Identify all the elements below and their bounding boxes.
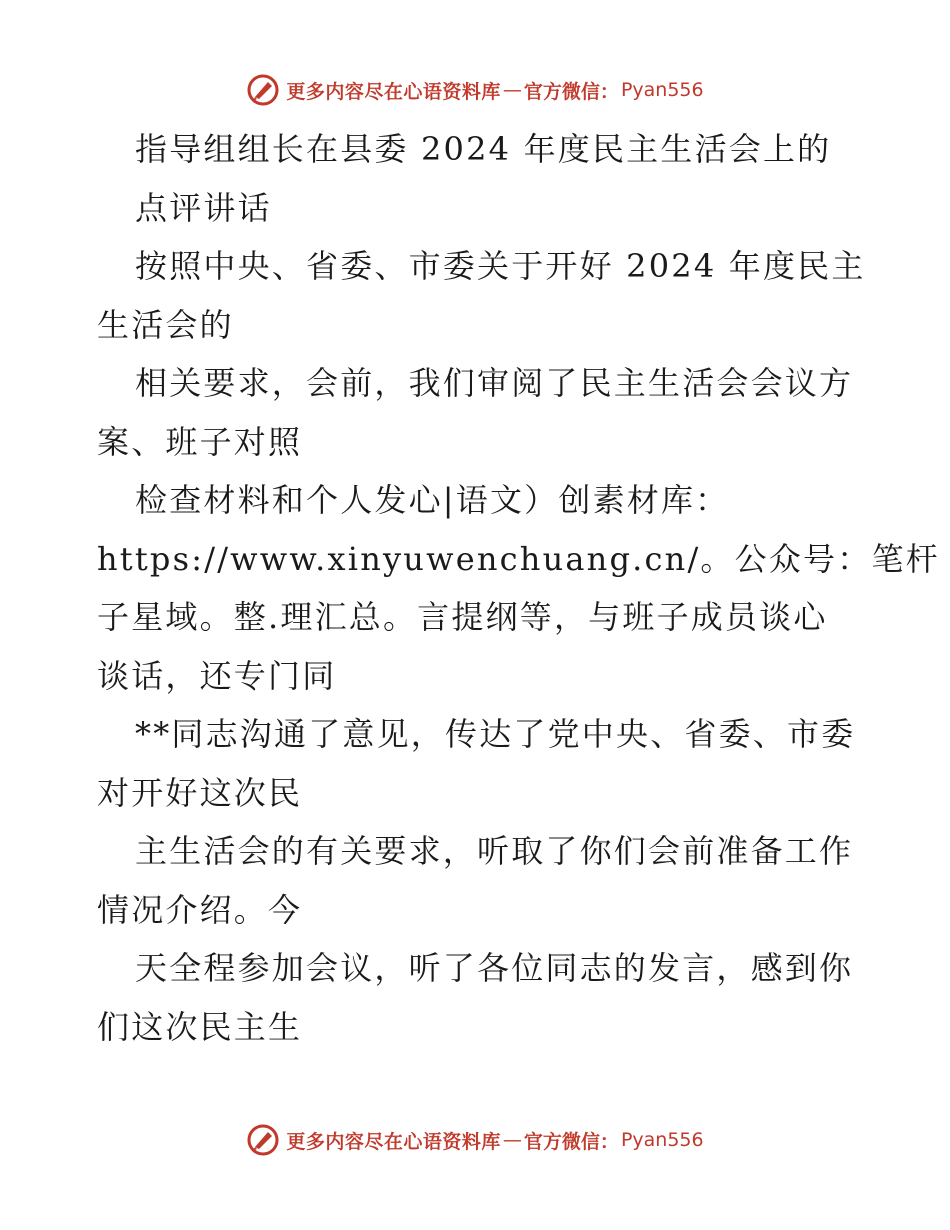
banner-separator: — bbox=[502, 79, 522, 101]
text-line: 情况介绍。今 bbox=[97, 890, 303, 929]
text-line: 对开好这次民 bbox=[97, 773, 303, 812]
text-line: 主生活会的有关要求，听取了你们会前准备工作 bbox=[135, 832, 854, 870]
footer-banner bbox=[0, 1120, 950, 1160]
brand-logo-icon bbox=[246, 73, 280, 107]
banner-wechat-id: Pyan556 bbox=[620, 1129, 704, 1151]
text-line: 检查材料和个人发心|语文）创素材库： bbox=[135, 481, 730, 519]
brand-logo-icon bbox=[246, 1123, 280, 1157]
banner-wechat-label: 官方微信： bbox=[523, 1130, 619, 1153]
banner-wechat-label: 官方微信： bbox=[523, 80, 619, 103]
text-line: 谈话，还专门同 bbox=[97, 656, 337, 695]
text-line: **同志沟通了意见，传达了党中央、省委、市委 bbox=[135, 715, 856, 753]
text-line: 们这次民主生 bbox=[97, 1007, 303, 1046]
banner-wechat-id: Pyan556 bbox=[620, 79, 704, 101]
text-line: 生活会的 bbox=[97, 305, 234, 344]
text-line: 案、班子对照 bbox=[97, 422, 303, 461]
banner-main-text: 更多内容尽在心语资料库 bbox=[286, 80, 501, 103]
header-banner bbox=[0, 70, 950, 110]
text-line: 天全程参加会议，听了各位同志的发言，感到你 bbox=[135, 949, 854, 987]
text-line: 子星域。整.理汇总。言提纲等，与班子成员谈心 bbox=[97, 598, 828, 636]
text-line: 按照中央、省委、市委关于开好 2024 年度民主 bbox=[135, 247, 866, 285]
banner-separator: — bbox=[502, 1129, 522, 1151]
banner-main-text: 更多内容尽在心语资料库 bbox=[286, 1130, 501, 1153]
document-body bbox=[97, 120, 940, 1056]
text-line: 相关要求，会前，我们审阅了民主生活会会议方 bbox=[135, 364, 854, 402]
text-line: 点评讲话 bbox=[135, 188, 272, 227]
text-line: https://www.xinyuwenchuang.cn/。公众号：笔杆 bbox=[97, 539, 940, 578]
text-line: 指导组组长在县委 2024 年度民主生活会上的 bbox=[135, 130, 832, 168]
